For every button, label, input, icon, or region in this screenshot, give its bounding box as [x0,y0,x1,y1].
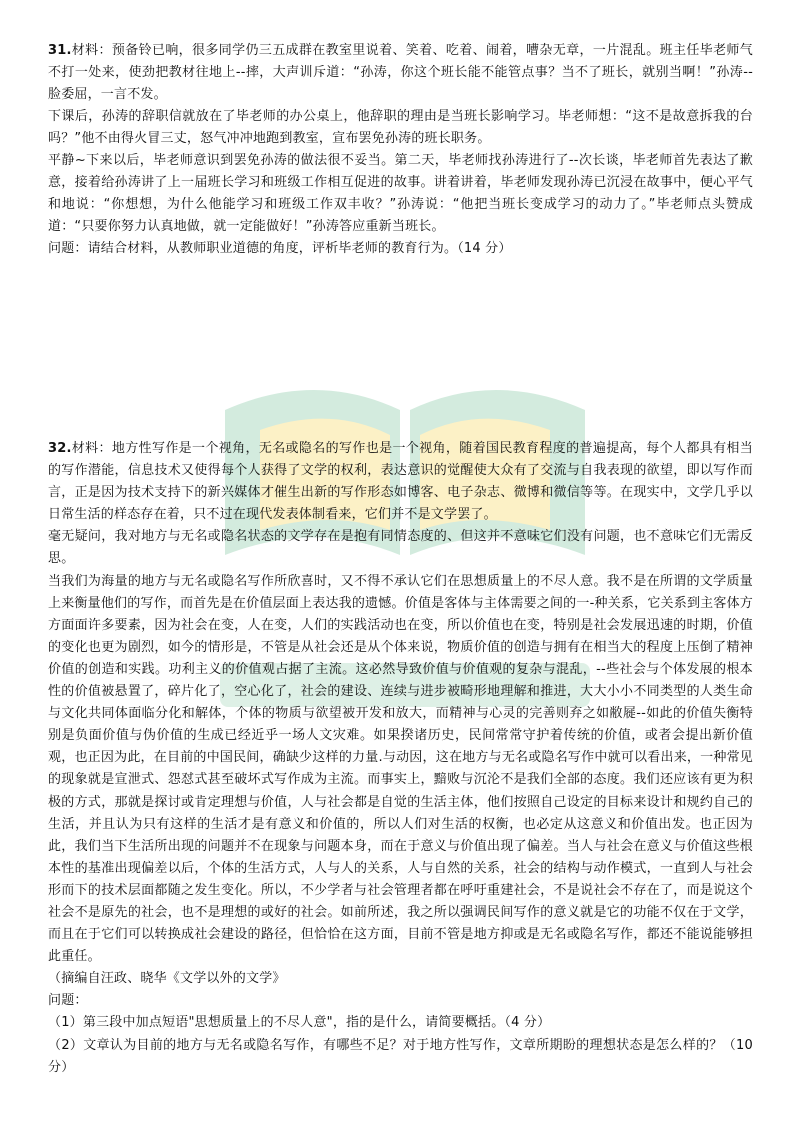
q32-subquestion-1: （1）第三段中加点短语"思想质量上的不尽人意"，指的是什么，请简要概括。（4 分） [48,1015,551,1031]
q31-material-p1 [48,40,753,106]
q32-material-p2: 毫无疑问，我对地方与无名或隐名状态的文学存在是抱有同情态度的、但这并不意味它们没有问题，也不意味它们无需反思。 [48,529,753,567]
question-31 [48,40,753,260]
question-32 [48,438,753,1079]
q31-number: 31. [48,43,72,58]
q32-p1-text: 材料：地方性写作是一个视角，无名或隐名的写作也是一个视角，随着国民教育程度的普遍提高，每个人都具有相当的写作潜能，信息技术又使得每个人获得了文学的权利，表达意识的觉醒使大众有了交流与自我表现的欲望，即以写作而言，正是因为技术支持下的新兴媒体才催生出新的写作形态如博客、电子杂志、微博和微信等等。在现实中，文学几乎以日常生活的样态存在着，只不过在现代发表体制看来，它们并不是文学罢了。 [48,441,753,523]
q31-material-p2: 下课后，孙涛的辞职信就放在了毕老师的办公桌上，他辞职的理由是当班长影响学习。毕老师想：“这不是故意拆我的台吗？”他不由得火冒三丈，怒气冲冲地跑到教室，宣布罢免孙涛的班长职务。 [48,109,753,146]
q32-subquestion-2: （2）文章认为目前的地方与无名或隐名写作，有哪些不足？对于地方性写作，文章所期盼的理想状态是怎么样的？（10 分） [48,1037,753,1075]
q31-question: 问题：请结合材料，从教师职业道德的角度，评析毕老师的教育行为。（14 分） [48,241,512,256]
q32-material-p3: 当我们为海量的地方与无名或隐名写作所欣喜时，又不得不承认它们在思想质量上的不尽人意。我不是在所谓的文学质量上来衡量他们的写作，而首先是在价值层面上表达我的遗憾。价值是客体与主体需要之间的一-种关系，它关系到主客体方方面面许多要素，因为社会在变，人在变，人们的实践活动也在变，所以价值也在变，特别是社会发展迅速的时期，价值的变化也更为剧烈，如今的情形是，不管是从社会还是从个体来说，物质价值的创造与拥有在相当大的程度上压倒了精神价值的创造和实践。功利主义的价值观占据了主流。这必然导致价值与价值观的复杂与混乱，--些社会与个体发展的根本性的价值被悬置了，碎片化了，空心化了，社会的建设、连续与进步被畸形地理解和推进，大大小小不同类型的人类生命与文化共同体面临分化和解体，个体的物质与欲望被开发和放大，而精神与心灵的完善则弃之如敝屣--如此的价值失衡特别是负面价值与伪价值的生成已经近乎一场人文灾难。如果揆诸历史，民间常常守护着传统的价值，或者会提出新价值观，也正因为此，在目前的中国民间，确缺少这样的力量.与动因，这在地方与无名或隐名写作中就可以看出来，一种常见的现象就是宣泄式、怨怼式甚至破坏式写作成为主流。而事实上，黯败与沉沦不是我们全部的态度。我们还应该有更为积极的方式，那就是探讨或肯定理想与价值，人与社会都是自觉的生活主体，他们按照自己设定的目标来设计和规约自己的生活，并且认为只有这样的生活才是有意义和价值的，所以人们对生活的权衡，也必定从这意义和价值出发。也正因为此，我们当下生活所出现的问题并不在现象与问题本身，而在于意义与价值出现了偏差。当人与社会在意义与价值这些根本性的基准出现偏差以后，个体的生活方式，人与人的关系，人与自然的关系，社会的结构与动作模式，一直到人与社会形而下的技术层面都随之发生变化。所以，不少学者与社会管理者都在呼吁重建社会，不是说社会不存在了，而是说这个社会不是原先的社会，也不是理想的或好的社会。如前所述，我之所以强调民间写作的意义就是它的功能不仅在于文学，而且在于它们可以转换成社会建设的路径，但恰恰在这方面，目前不管是地方抑或是无名或隐名写作，都还不能说能够担此重任。 [48,573,753,965]
q31-p1-text: 材料：预备铃已响，很多同学仍三五成群在教室里说着、笑着、吃着、闹着，嘈杂无章，一片混乱。班主任毕老师气不打一处来，使劲把教材往地上--摔，大声训斥道：“孙涛，你这个班长能不能管点事？当不了班长，就别当啊！”孙涛--脸委屈，一言不发。 [48,43,753,102]
q32-source: （摘编自汪政、晓华《文学以外的文学》 [48,971,286,987]
q32-number: 32. [48,441,72,456]
q32-question-label: 问题： [48,993,88,1009]
q32-material-p1 [48,438,753,526]
q31-material-p3: 平静~下来以后，毕老师意识到罢免孙涛的做法很不妥当。第二天，毕老师找孙涛进行了--次长谈，毕老师首先表达了歉意，接着给孙涛讲了上一届班长学习和班级工作相互促进的故事。讲着讲着，毕老师发现孙涛已沉浸在故事中，便心平气和地说：“你想想，为什么他能学习和班级工作双丰收？”孙涛说：“他把当班长变成学习的动力了。”毕老师点头赞成道：“只要你努力认真地做，就一定能做好！”孙涛答应重新当班长。 [48,153,753,234]
